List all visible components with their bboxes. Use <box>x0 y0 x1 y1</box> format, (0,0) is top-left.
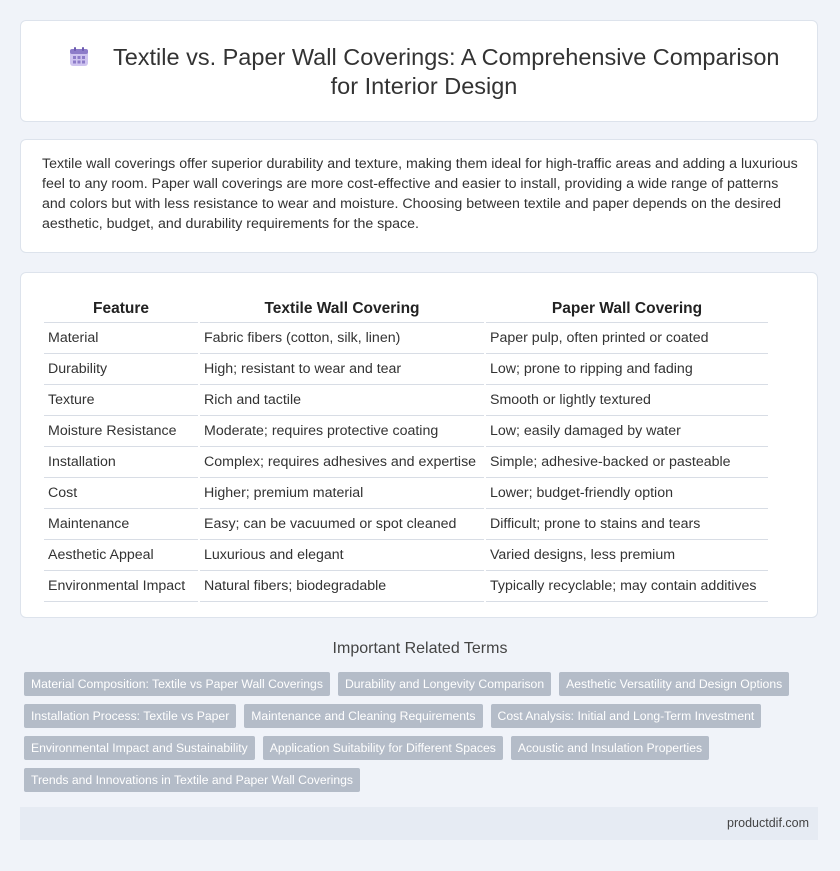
table-header-row <box>44 296 768 323</box>
textile-cell: Luxurious and elegant <box>200 540 484 571</box>
feature-cell: Installation <box>44 447 198 478</box>
intro-paragraph: Textile wall coverings offer superior durability and texture, making them ideal for high-traffic areas and adding a luxurious feel to any room. Paper wall coverings are more cost-effective and easier to install, providing a wide range of patterns and colors but with less resistance to wear and moisture. Choosing between textile and paper depends on the desired aesthetic, budget, and durability requirements for the space. <box>42 156 798 232</box>
textile-cell: Rich and tactile <box>200 385 484 416</box>
paper-cell: Lower; budget-friendly option <box>486 478 768 509</box>
related-terms-tags <box>24 672 804 800</box>
footer <box>20 807 818 840</box>
feature-cell: Environmental Impact <box>44 571 198 602</box>
comparison-table-card <box>20 272 818 618</box>
textile-cell: Moderate; requires protective coating <box>200 416 484 447</box>
table-row <box>44 571 768 602</box>
paper-cell: Low; easily damaged by water <box>486 416 768 447</box>
table-row <box>44 354 768 385</box>
comparison-table <box>42 296 770 602</box>
header-textile: Textile Wall Covering <box>200 296 484 323</box>
table-row <box>44 478 768 509</box>
header-paper: Paper Wall Covering <box>486 296 768 323</box>
feature-cell: Durability <box>44 354 198 385</box>
tag-row <box>24 736 804 760</box>
paper-cell: Varied designs, less premium <box>486 540 768 571</box>
table-row <box>44 323 768 354</box>
textile-cell: Easy; can be vacuumed or spot cleaned <box>200 509 484 540</box>
feature-cell: Aesthetic Appeal <box>44 540 198 571</box>
tag-link[interactable]: Maintenance and Cleaning Requirements <box>244 704 482 728</box>
textile-cell: Higher; premium material <box>200 478 484 509</box>
tag-row <box>24 672 804 696</box>
header-feature: Feature <box>44 296 198 323</box>
tag-link[interactable]: Environmental Impact and Sustainability <box>24 736 255 760</box>
feature-cell: Maintenance <box>44 509 198 540</box>
table-row <box>44 416 768 447</box>
page-title: Textile vs. Paper Wall Coverings: A Comprehensive Comparison for Interior Design <box>112 44 780 99</box>
tag-link[interactable]: Durability and Longevity Comparison <box>338 672 551 696</box>
tag-link[interactable]: Installation Process: Textile vs Paper <box>24 704 236 728</box>
tag-link[interactable]: Acoustic and Insulation Properties <box>511 736 709 760</box>
tag-row <box>24 704 804 728</box>
paper-cell: Typically recyclable; may contain additives <box>486 571 768 602</box>
paper-cell: Paper pulp, often printed or coated <box>486 323 768 354</box>
textile-cell: Complex; requires adhesives and expertise <box>200 447 484 478</box>
calendar-grid-icon <box>68 46 90 68</box>
textile-cell: High; resistant to wear and tear <box>200 354 484 385</box>
tag-link[interactable]: Cost Analysis: Initial and Long-Term Investment <box>491 704 762 728</box>
paper-cell: Low; prone to ripping and fading <box>486 354 768 385</box>
table-row <box>44 509 768 540</box>
footer-site-link[interactable]: productdif.com <box>727 816 809 830</box>
feature-cell: Moisture Resistance <box>44 416 198 447</box>
feature-cell: Material <box>44 323 198 354</box>
textile-cell: Fabric fibers (cotton, silk, linen) <box>200 323 484 354</box>
table-row <box>44 385 768 416</box>
feature-cell: Cost <box>44 478 198 509</box>
title-card <box>20 20 818 122</box>
tag-link[interactable]: Trends and Innovations in Textile and Paper Wall Coverings <box>24 768 360 792</box>
tag-link[interactable]: Aesthetic Versatility and Design Options <box>559 672 789 696</box>
intro-card <box>20 139 818 253</box>
paper-cell: Simple; adhesive-backed or pasteable <box>486 447 768 478</box>
paper-cell: Difficult; prone to stains and tears <box>486 509 768 540</box>
tag-link[interactable]: Application Suitability for Different Spaces <box>263 736 503 760</box>
related-terms-title: Important Related Terms <box>332 640 508 657</box>
paper-cell: Smooth or lightly textured <box>486 385 768 416</box>
table-row <box>44 447 768 478</box>
feature-cell: Texture <box>44 385 198 416</box>
title-wrap <box>61 43 787 101</box>
tag-link[interactable]: Material Composition: Textile vs Paper Wall Coverings <box>24 672 330 696</box>
textile-cell: Natural fibers; biodegradable <box>200 571 484 602</box>
table-row <box>44 540 768 571</box>
tag-row <box>24 768 804 792</box>
